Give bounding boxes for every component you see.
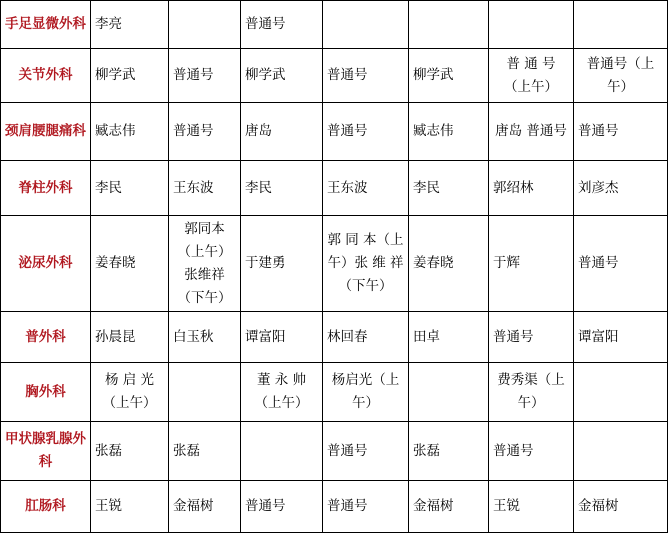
doctor-cell: 金福树 <box>409 481 489 533</box>
doctor-cell: 孙晨昆 <box>91 312 169 363</box>
doctor-cell <box>574 363 668 422</box>
doctor-cell <box>323 1 409 49</box>
doctor-cell: 杨 启 光（上午） <box>91 363 169 422</box>
doctor-cell: 普 通 号（上午） <box>489 49 574 103</box>
doctor-cell: 姜春晓 <box>91 216 169 312</box>
doctor-cell: 于建勇 <box>241 216 323 312</box>
doctor-cell: 普通号 <box>323 481 409 533</box>
table-row <box>1 49 668 103</box>
doctor-cell: 唐岛 普通号 <box>489 103 574 161</box>
department-cell: 肛肠科 <box>1 481 91 533</box>
doctor-cell: 王东波 <box>169 161 241 216</box>
table-row <box>1 363 668 422</box>
doctor-cell: 郭同本（上午）张维祥（下午） <box>169 216 241 312</box>
department-cell: 普外科 <box>1 312 91 363</box>
doctor-cell: 王锐 <box>91 481 169 533</box>
department-cell: 脊柱外科 <box>1 161 91 216</box>
doctor-cell: 白玉秋 <box>169 312 241 363</box>
doctor-cell: 臧志伟 <box>409 103 489 161</box>
doctor-cell: 普通号 <box>323 49 409 103</box>
department-cell: 关节外科 <box>1 49 91 103</box>
table-row <box>1 216 668 312</box>
doctor-cell: 李民 <box>91 161 169 216</box>
doctor-cell: 普通号 <box>169 103 241 161</box>
table-row <box>1 161 668 216</box>
doctor-cell: 王东波 <box>323 161 409 216</box>
doctor-cell: 金福树 <box>169 481 241 533</box>
doctor-cell: 谭富阳 <box>574 312 668 363</box>
doctor-cell: 普通号 <box>489 422 574 481</box>
doctor-cell: 林回春 <box>323 312 409 363</box>
doctor-cell: 普通号（上午） <box>574 49 668 103</box>
doctor-cell: 普通号 <box>241 1 323 49</box>
department-cell: 胸外科 <box>1 363 91 422</box>
doctor-cell: 李亮 <box>91 1 169 49</box>
doctor-cell: 普通号 <box>323 422 409 481</box>
doctor-cell: 柳学武 <box>91 49 169 103</box>
doctor-cell: 金福树 <box>574 481 668 533</box>
doctor-cell: 杨启光（上午） <box>323 363 409 422</box>
doctor-cell: 张磊 <box>409 422 489 481</box>
doctor-cell: 普通号 <box>574 103 668 161</box>
department-cell: 颈肩腰腿痛科 <box>1 103 91 161</box>
table-row <box>1 422 668 481</box>
table-row <box>1 312 668 363</box>
doctor-cell: 郭 同 本（上午）张 维 祥（下午） <box>323 216 409 312</box>
table-row <box>1 103 668 161</box>
doctor-cell: 张磊 <box>169 422 241 481</box>
department-cell: 手足显微外科 <box>1 1 91 49</box>
doctor-cell: 唐岛 <box>241 103 323 161</box>
doctor-cell: 董 永 帅（上午） <box>241 363 323 422</box>
doctor-cell: 刘彦杰 <box>574 161 668 216</box>
doctor-cell: 郭绍林 <box>489 161 574 216</box>
doctor-cell: 普通号 <box>169 49 241 103</box>
doctor-cell: 费秀渠（上午） <box>489 363 574 422</box>
doctor-cell: 于辉 <box>489 216 574 312</box>
doctor-cell: 柳学武 <box>409 49 489 103</box>
doctor-cell <box>574 422 668 481</box>
doctor-cell: 李民 <box>241 161 323 216</box>
department-cell: 甲状腺乳腺外科 <box>1 422 91 481</box>
doctor-cell: 张磊 <box>91 422 169 481</box>
doctor-cell <box>489 1 574 49</box>
doctor-cell: 田卓 <box>409 312 489 363</box>
doctor-cell <box>169 363 241 422</box>
doctor-cell: 普通号 <box>489 312 574 363</box>
doctor-cell <box>169 1 241 49</box>
doctor-cell <box>409 363 489 422</box>
doctor-cell: 谭富阳 <box>241 312 323 363</box>
table-row <box>1 1 668 49</box>
doctor-cell <box>409 1 489 49</box>
doctor-cell: 普通号 <box>241 481 323 533</box>
doctor-cell: 李民 <box>409 161 489 216</box>
doctor-cell: 柳学武 <box>241 49 323 103</box>
department-cell: 泌尿外科 <box>1 216 91 312</box>
table-row <box>1 481 668 533</box>
doctor-cell: 普通号 <box>574 216 668 312</box>
doctor-cell <box>574 1 668 49</box>
doctor-cell: 王锐 <box>489 481 574 533</box>
doctor-cell <box>241 422 323 481</box>
doctor-cell: 臧志伟 <box>91 103 169 161</box>
doctor-cell: 姜春晓 <box>409 216 489 312</box>
doctor-cell: 普通号 <box>323 103 409 161</box>
